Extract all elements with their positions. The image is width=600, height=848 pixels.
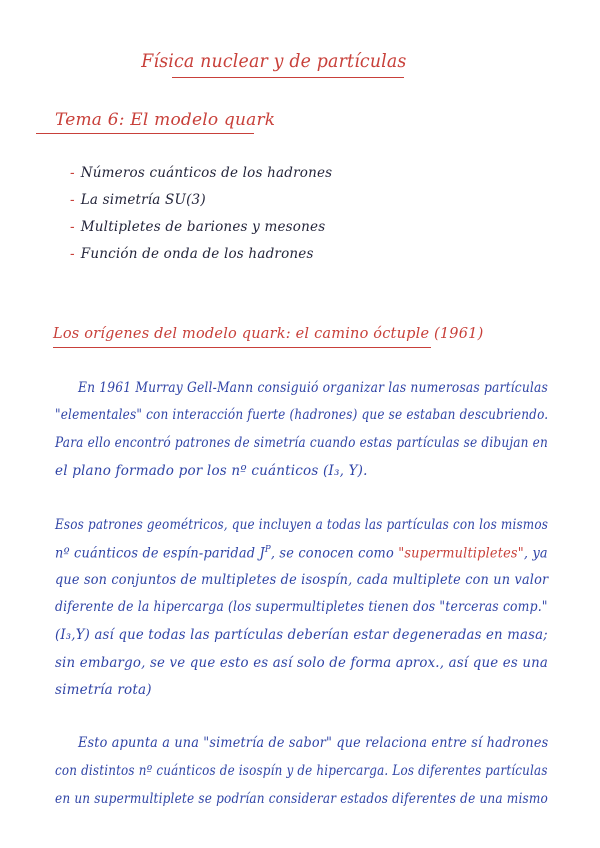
highlighted-term: "supermultipletes" xyxy=(398,545,524,562)
paragraph-line: Esos patrones geométricos, que incluyen a todas las partículas con los mismos xyxy=(55,517,549,533)
chapter-heading: Tema 6: El modelo quark xyxy=(55,110,276,130)
paragraph-line: diferente de la hipercarga (los supermultipletes tienen dos "terceras comp." xyxy=(55,599,548,615)
paragraph-line: "elementales" con interacción fuerte (hadrones) que se estaban descubriendo. xyxy=(55,407,549,423)
list-item: - Números cuánticos de los hadrones xyxy=(70,165,333,181)
chapter-heading-underline xyxy=(36,133,254,134)
paragraph-line: el plano formado por los nº cuánticos (I₃, Y). xyxy=(55,463,368,479)
paragraph-line: Para ello encontró patrones de simetría cuando estas partículas se dibujan en xyxy=(55,435,549,451)
section-heading-underline xyxy=(53,347,431,348)
paragraph-line: sin embargo, se ve que esto es así solo de forma aprox., así que es una xyxy=(55,655,549,671)
paragraph-line: con distintos nº cuánticos de isospín y de hipercarga. Los diferentes partículas xyxy=(55,763,548,779)
bullet-dash: - xyxy=(70,219,75,235)
bullet-dash: - xyxy=(70,246,75,262)
bullet-dash: - xyxy=(70,165,75,181)
section-heading: Los orígenes del modelo quark: el camino óctuple (1961) xyxy=(53,326,484,342)
paragraph-line: (I₃,Y) así que todas las partículas deberían estar degeneradas en masa; xyxy=(55,627,548,643)
paragraph-line: En 1961 Murray Gell-Mann consiguió organizar las numerosas partículas xyxy=(78,380,549,396)
paragraph-line: Esto apunta a una "simetría de sabor" que relaciona entre sí hadrones xyxy=(78,735,549,751)
bullet-dash: - xyxy=(70,192,75,208)
paragraph-line: que son conjuntos de multipletes de isospín, cada multiplete con un valor xyxy=(55,572,549,588)
paragraph-line: en un supermultiplete se podrían considerar estados diferentes de una mismo xyxy=(55,791,549,807)
list-item: - La simetría SU(3) xyxy=(70,192,206,208)
list-item: - Multipletes de bariones y mesones xyxy=(70,219,326,235)
paragraph-line: nº cuánticos de espín-paridad $J^P$, se conocen como "supermultipletes", ya xyxy=(55,545,548,562)
parity-superscript: P xyxy=(264,545,271,555)
page-title-underline xyxy=(172,77,404,78)
list-item: - Función de onda de los hadrones xyxy=(70,246,314,262)
paragraph-line: simetría rota) xyxy=(55,682,152,698)
page-title: Física nuclear y de partículas xyxy=(141,50,407,72)
